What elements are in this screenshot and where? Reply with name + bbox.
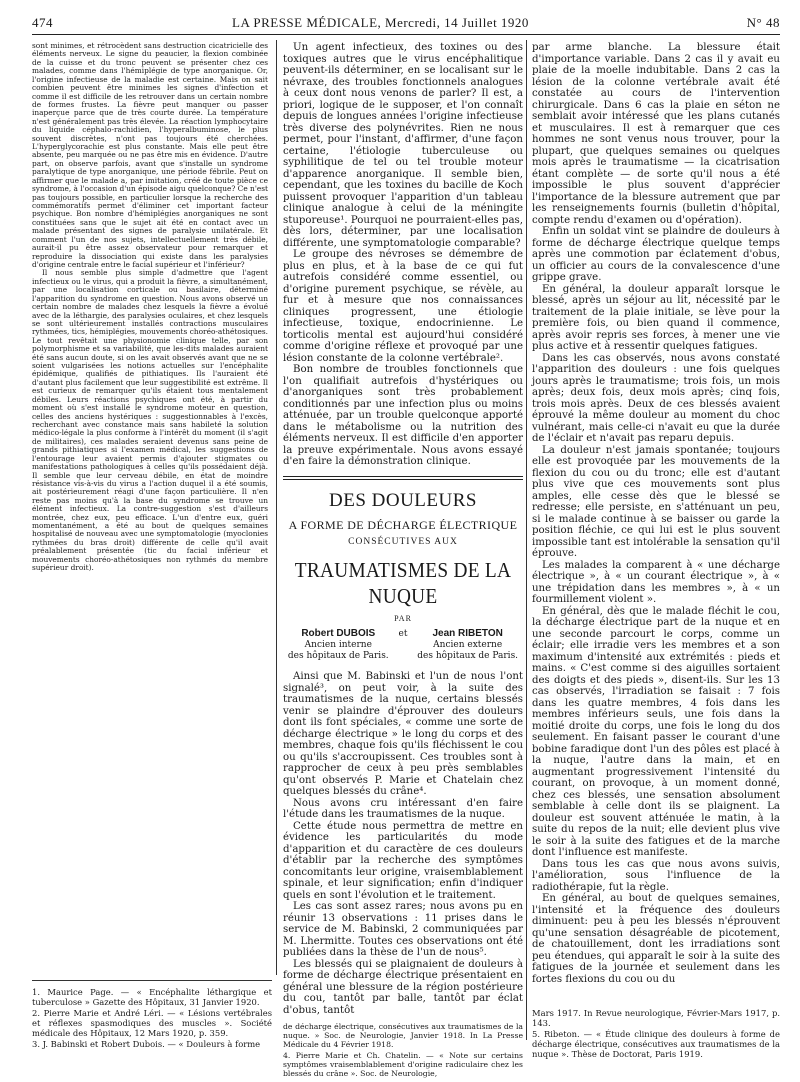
- paragraph: Dans les cas observés, nous avons constaté l'apparition des douleurs : une fois quelques jours après le traumatisme; trois fois, un mois après; deux fois, deux mois après; cinq fois, trois mois après. Deux de ces blessés avaient éprouvé la même douleur au moment du choc vulnérant, mais celle-ci n'avait eu que la durée de l'éclair et n'avait pas reparu depuis.: [532, 352, 780, 444]
- column-divider: [526, 40, 527, 1040]
- article-title-main: TRAUMATISMES DE LA NUQUE: [294, 557, 512, 608]
- article-separator: [283, 476, 523, 477]
- footnotes-column-2: [283, 1022, 523, 1079]
- footnotes-column-1: [32, 980, 272, 1050]
- footnote: 2. Pierre Marie et André Léri. — « Lésions vertébrales et réflexes spasmodiques des muscles ». Société médicale des Hôpitaux, 12 Mars 1920, p. 359.: [32, 1008, 272, 1038]
- paragraph: Ainsi que M. Babinski et l'un de nous l'ont signalé³, on peut voir, à la suite des traumatismes de la nuque, certains blessés venir se plaindre d'éprouver des douleurs dont ils font spéciales, « comme une sorte de décharge électrique » le long du corps et des membres, chaque fois qu'ils fléchissent le cou ou qu'ils s'accroupissent. Ces troubles sont à rapprocher de ceux à peu près semblables qu'ont observés P. Marie et Chatelain chez quelques blessés du crâne⁴.: [283, 671, 523, 797]
- paragraph: Cette étude nous permettra de mettre en évidence les particularités du mode d'apparition et du caractère de ces douleurs d'établir par la recherche des symptômes concomitants leur origine, vraisemblablement spinale, et leur signification; enfin d'indiquer quels en sont l'évolution et le traitement.: [283, 820, 523, 901]
- issue-date: Mercredi, 14 Juillet 1920: [385, 15, 529, 30]
- footnote: 4. Pierre Marie et Ch. Chatelin. — « Note sur certains symptômes vraisemblablement d'origine radiculaire chez les blessés du crâne ». Soc. de Neurologie,: [283, 1050, 523, 1079]
- author-2: [417, 628, 518, 661]
- article-title: DES DOULEURS: [329, 489, 477, 511]
- paragraph: Dans tous les cas que nous avons suivis, l'amélioration, sous l'influence de la radiothérapie, fut la règle.: [532, 858, 780, 893]
- page-number: 474: [32, 15, 53, 30]
- author-name: Jean RIBETON: [432, 628, 503, 639]
- footnote: de décharge électrique, consécutives aux traumatismes de la nuque. » Soc. de Neurologie, Janvier 1918. In La Presse Médicale du 4 Février 1918.: [283, 1022, 523, 1050]
- page-header: [32, 17, 780, 33]
- author-name: Robert DUBOIS: [301, 628, 376, 639]
- author-role: Ancien externe: [433, 640, 503, 650]
- footnote: Mars 1917. In Revue neurologique, Février-Mars 1917, p. 143.: [532, 1008, 780, 1028]
- paragraph: La douleur n'est jamais spontanée; toujours elle est provoquée par les mouvements de la flexion du cou ou du tronc; elle est d'autant plus vive que ces mouvements sont plus amples, elle cesse dès que le blessé se redresse; elle persiste, en s'atténuant un peu, si le malade continue à se baisser ou garde la position fléchie, ce qui lui est le plus souvent impossible tant est intolérable la sensation qu'il éprouve.: [532, 444, 780, 559]
- author-role: Ancien interne: [304, 640, 372, 650]
- paragraph: Bon nombre de troubles fonctionnels que l'on qualifiait autrefois d'hystériques ou d'anorganiques sont très probablement conditionnés par une infection plus ou moins atténuée, par un trouble quelconque apporté dans le métabolisme ou la nutrition des éléments nerveux. Il est difficile d'en apporter la preuve expérimentale. Nous avons essayé d'en faire la démonstration clinique.: [283, 364, 523, 467]
- article-separator: [283, 479, 523, 480]
- paragraph: Nous avons cru intéressant d'en faire l'étude dans les traumatismes de la nuque.: [283, 797, 523, 820]
- journal-title: [232, 17, 529, 29]
- paragraph: par arme blanche. La blessure était d'importance variable. Dans 2 cas il y avait eu plaie de la moelle indubitable. Dans 2 cas la lésion de la colonne vertébrale avait été constatée au cours de l'intervention chirurgicale. Dans 6 cas la plaie en séton ne semblait avoir intéressé que les plans cutanés et musculaires. Il est à remarquer que ces hommes ne sont venus nous trouver, pour la plupart, que quelques semaines ou quelques mois après le traumatisme — la cicatrisation étant complète — de sorte qu'il nous a été impossible le plus souvent d'apprécier l'importance de la blessure autrement que par les renseignements fournis (bulletin d'hôpital, compte rendu d'examen ou d'opération).: [532, 42, 780, 226]
- authors: [283, 628, 523, 661]
- column-divider: [276, 40, 277, 975]
- header-rule: [32, 34, 780, 35]
- column-3: [532, 42, 780, 1002]
- footnote: 1. Maurice Page. — « Encéphalite léthargique et tuberculose » Gazette des Hôpitaux, 31 Janvier 1920.: [32, 987, 272, 1007]
- paragraph: Un agent infectieux, des toxines ou des toxiques autres que le virus encéphalitique peuvent-ils déterminer, en se localisant sur le névraxe, des troubles fonctionnels analogues à ceux dont nous venons de parler? Il est, a priori, logique de le supposer, et l'on connaît depuis de longues années l'origine infectieuse très diverse des polynévrites. Rien ne nous permet, pour l'instant, d'affirmer, d'une façon certaine, l'étiologie tuberculeuse ou syphilitique de tel ou tel trouble moteur d'apparence anorganique. Il semble bien, cependant, que les toxines du bacille de Koch puissent provoquer l'apparition d'un tableau clinique analogue à celui de la méningite stuporeuse¹. Pourquoi ne pourraient-elles pas, dès lors, déterminer, par une localisation différente, une symptomatologie comparable?: [283, 42, 523, 249]
- article-subtitle: A FORME DE DÉCHARGE ÉLECTRIQUE: [288, 517, 518, 532]
- author-conjunction: et: [398, 629, 408, 639]
- issue-number: N° 48: [746, 15, 780, 30]
- author-1: [288, 628, 389, 661]
- article-byline: PAR: [394, 613, 412, 623]
- author-role: des hôpitaux de Paris.: [287, 650, 389, 661]
- article-subtitle: CONSÉCUTIVES AUX: [348, 536, 458, 547]
- paragraph: En général, dès que le malade fléchit le cou, la décharge électrique part de la nuque et en une seconde parcourt le corps, comme un éclair; elle irradie vers les membres et a son maximum d'intensité aux extrémités : pieds et mains. « C'est comme si des aiguilles sortaient des doigts et des pieds », disent-ils. Sur les 13 cas observés, l'irradiation se faisait : 7 fois dans les quatre membres, 4 fois dans les membres inférieurs seuls, une fois dans la moitié droite du corps, une fois le long du dos seulement. En faisant passer le courant d'une bobine faradique dont l'un des pôles est placé à la nuque, l'autre dans la main, et en augmentant progressivement l'intensité du courant, on provoque, à un moment donné, chez ces blessés, une sensation absolument semblable à celle dont ils se plaignent. La douleur est souvent atténuée le matin, à la suite du repos de la nuit; elle devient plus vive le soir à la suite des fatigues et de la marche dont l'influence est manifeste.: [532, 605, 780, 858]
- paragraph: En général, au bout de quelques semaines, l'intensité et la fréquence des douleurs diminuent: peu à peu les blessés n'éprouvent qu'une sensation désagréable de picotement, de chatouillement, dont les irradiations sont peu étendues, qui apparaît le soir à la suite des fatigues de la journée et seulement dans les fortes flexions du cou ou du: [532, 893, 780, 985]
- paragraph: Il nous semble plus simple d'admettre que l'agent infectieux ou le virus, qui a produit la fièvre, a simultanément, par une localisation corticale ou basilaire, déterminé l'apparition du syndrome en question. Nous avons observé un certain nombre de malades chez lesquels la fièvre a évolué avec de la léthargie, des paralysies oculaires, et chez lesquels se sont ultérieurement installés contractions musculaires rythmées, tics, hémiplégies, mouvements choréo-athétosiques. Le tout revêtait une physionomie clinique telle, par son polymorphisme et sa variabilité, que les-dits malades auraient été sans aucun doute, si on les avait observés avant que ne se soient vulgarisées les notions actuelles sur l'encéphalite épidémique, qualifiés de pithiatiques. Ils l'auraient été d'autant plus facilement que leur suggestibilité est extrême. Il est curieux de remarquer qu'ils étaient tous mentalement débiles. Leurs réactions psychiques ont été, à partir du moment où s'est installé le syndrome moteur en question, celles des anciens hystériques : suggestionnables à l'excès, recherchant avec constance mais sans habileté la solution médico-légale la plus conforme à l'intérêt du moment (il s'agit de militaires), ces malades seraient devenus sans peine de grands pithiatiques si l'examen médical, les suggestions de l'entourage leur avaient permis d'ajouter stigmates ou manifestations pathologiques à celles qu'ils possédaient déjà. Il semble que leur cerveau débile, en état de moindre résistance vis-à-vis du virus a l'action duquel il a été soumis, ait postérieurement réagi d'une façon particulière. Il n'en reste pas moins qu'à la base du syndrome se trouve un élément infectieux. La contre-suggestion s'est d'ailleurs montrée, chez eux, peu efficace. L'un d'entre eux, guéri momentanément, a été au bout de quelques semaines hospitalisé de nouveau avec une symptomatologie (myoclonies rythmées du bras droit) différente de celle qu'il avait préalablement présentée (tic du facial inférieur et mouvements choréo-athétosiques non rythmés du membre supérieur droit).: [32, 268, 268, 573]
- paragraph: Les malades la comparent à « une décharge électrique », à « un courant électrique », à « une trépidation dans les membres », à « un fourmillement violent ».: [532, 559, 780, 605]
- journal-name: LA PRESSE MÉDICALE,: [232, 15, 382, 30]
- paragraph: Les cas sont assez rares; nous avons pu en réunir 13 observations : 11 prises dans le service de M. Babinski, 2 communiquées par M. Lhermitte. Toutes ces observations ont été publiées dans la thèse de l'un de nous⁵.: [283, 901, 523, 958]
- paragraph: Les blessés qui se plaignaient de douleurs à forme de décharge électrique présentaient en général une blessure de la région postérieure du cou, tantôt par balle, tantôt par éclat d'obus, tantôt: [283, 958, 523, 1016]
- footnote: 3. J. Babinski et Robert Dubois. — « Douleurs à forme: [32, 1039, 261, 1049]
- paragraph: sont minimes, et rétrocèdent sans destruction cicatricielle des éléments nerveux. Le signe du peaucier, la flexion combinée de la cuisse et du tronc peuvent se présenter chez ces malades, comme dans l'hémiplégie de type anorganique. Or, l'origine infectieuse de la maladie est certaine. Mais on sait combien peuvent être minimes les signes d'infection et comme il est difficile de les retrouver dans un certain nombre de formes frustes. La fièvre peut manquer ou passer inaperçue parce que de très courte durée. La température n'est généralement pas très élevée. La réaction lymphocytaire du liquide céphalo-rachidien, l'hyperalbuminose, le plus souvent discrètes, n'ont pas toujours été cherchées. L'hyperglycorachie est plus constante. Mais elle peut être absente, peu marquée ou ne pas être mis en évidence. D'autre part, on observe parfois, avant que s'installe un syndrome paralytique de type anorganique, une période fébrile. Peut on affirmer que le malade a, par imitation, créé de toute pièce ce syndrome, à l'occasion d'un épisode aigu quelconque? Ce n'est pas toujours possible, en particulier lorsque la recherche des commémoratifs permet d'éliminer cet important facteur psychique. Bon nombre d'hémiplégies anorganiques ne sont constituées sans que le sujet ait été en contact avec un malade présentant des signes de paralysie unilatérale. Et comment l'un de nos sujets, intellectuellement très débile, aurait-il pu être assez observateur pour remarquer et reproduire la dissociation qui existe dans les paralysies d'origine centrale entre le facial supérieur et l'inférieur?: [32, 41, 268, 269]
- column-2: [283, 42, 523, 1016]
- paragraph: Le groupe des névroses se démembre de plus en plus, et à la base de ce qui fut autrefois considéré comme essentiel, ou d'origine purement psychique, se révèle, au fur et à mesure que nos connaissances cliniques progressent, une étiologie infectieuse, toxique, endocrinienne. Le torticolis mental est aujourd'hui considéré comme d'origine réflexe et provoqué par une lésion constante de la colonne vertébrale².: [283, 249, 523, 364]
- paragraph: En général, la douleur apparaît lorsque le blessé, après un séjour au lit, nécessité par le traitement de la plaie initiale, se lève pour la première fois, ou bien quand il commence, après avoir repris ses forces, à mener une vie plus active et à ressentir quelques fatigues.: [532, 283, 780, 352]
- author-role: des hôpitaux de Paris.: [417, 650, 519, 661]
- footnote: 5. Ribeton. — « Étude clinique des douleurs à forme de décharge électrique, consécutives aux traumatismes de la nuque ». Thèse de Doctorat, Paris 1919.: [532, 1029, 780, 1059]
- paragraph: Enfin un soldat vint se plaindre de douleurs à forme de décharge électrique quelque temps après une commotion par éclatement d'obus, un officier au cours de la convalescence d'une grippe grave.: [532, 226, 780, 283]
- footnotes-column-3: [532, 1008, 780, 1060]
- column-1: [32, 42, 268, 977]
